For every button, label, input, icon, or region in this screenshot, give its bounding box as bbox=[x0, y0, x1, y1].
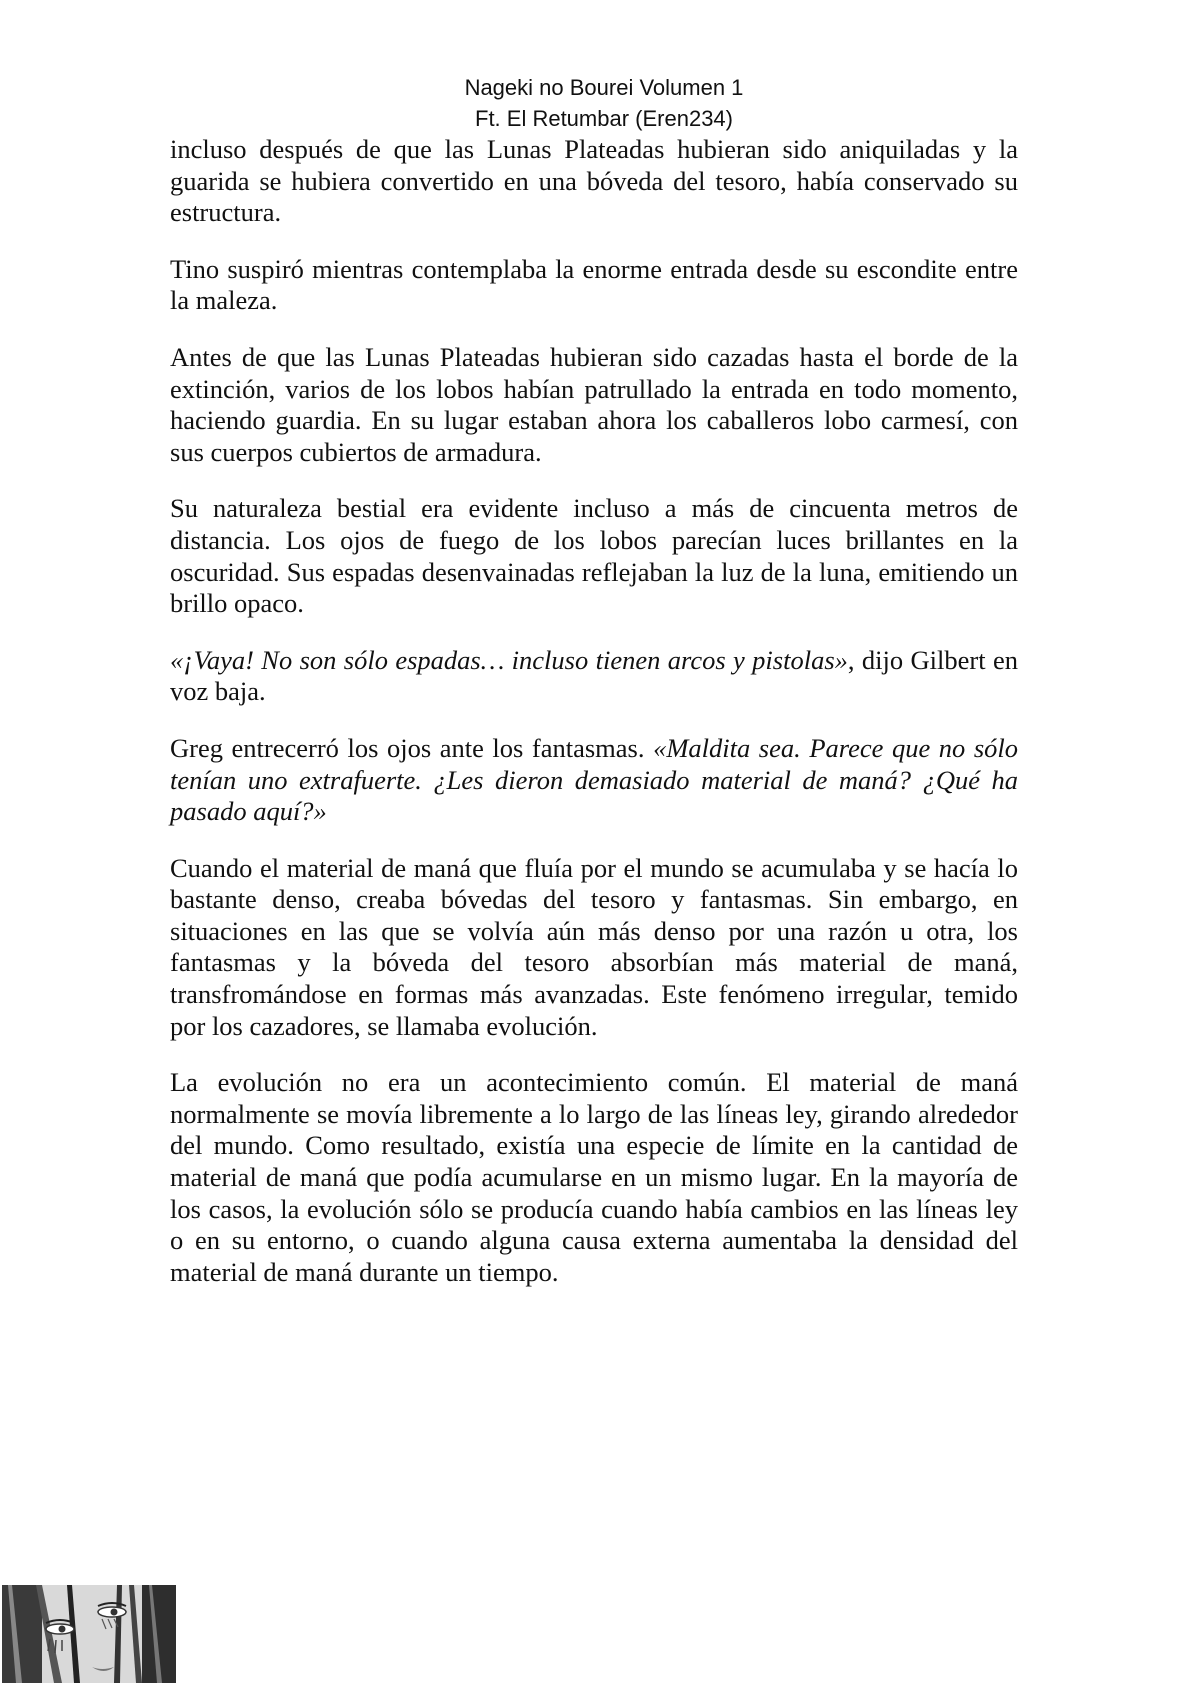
page-header bbox=[0, 72, 1190, 134]
paragraph: Su naturaleza bestial era evidente incluso a más de cincuenta metros de distancia. Los ojos de fuego de los lobos parecían luces brillantes en la oscuridad. Sus espadas desenvainadas reflejaban la luz de la luna, emitiendo un brillo opaco. bbox=[170, 493, 1018, 619]
dialogue-quote: «Maldita sea. Parece que no sólo tenían uno extrafuerte. ¿Les dieron demasiado material de maná? ¿Qué ha pasado aquí?» bbox=[170, 732, 1019, 827]
paragraph: incluso después de que las Lunas Plateadas hubieran sido aniquiladas y la guarida se hubiera convertido en una bóveda del tesoro, había conservado su estructura. bbox=[170, 134, 1018, 228]
dialogue-quote: «¡Vaya! No son sólo espadas… incluso tienen arcos y pistolas» bbox=[170, 644, 848, 675]
paragraph-dialogue: Greg entrecerró los ojos ante los fantasmas. «Maldita sea. Parece que no sólo tenían uno extrafuerte. ¿Les dieron demasiado material de maná? ¿Qué ha pasado aquí?» bbox=[170, 732, 1019, 827]
paragraph: Cuando el material de maná que fluía por el mundo se acumulaba y se hacía lo bastante denso, creaba bóvedas del tesoro y fantasmas. Sin embargo, en situaciones en las que se volvía aún más denso por una razón u otra, los fantasmas y la bóveda del tesoro absorbían más material de maná, transfromándose en formas más avanzadas. Este fenómeno irregular, temido por los cazadores, se llamaba evolución. bbox=[170, 852, 1018, 1041]
body-text bbox=[170, 134, 1018, 1313]
header-credit: Ft. El Retumbar (Eren234) bbox=[475, 106, 733, 131]
paragraph: Antes de que las Lunas Plateadas hubieran sido cazadas hasta el borde de la extinción, varios de los lobos habían patrullado la entrada en todo momento, haciendo guardia. En su lugar estaban ahora los caballeros lobo carmesí, con sus cuerpos cubiertos de armadura. bbox=[170, 341, 1018, 467]
portrait-illustration-icon bbox=[2, 1585, 176, 1683]
paragraph-dialogue: «¡Vaya! No son sólo espadas… incluso tienen arcos y pistolas», dijo Gilbert en voz baja. bbox=[170, 644, 1018, 707]
header-title: Nageki no Bourei Volumen 1 bbox=[464, 75, 744, 100]
paragraph: La evolución no era un acontecimiento común. El material de maná normalmente se movía libremente a lo largo de las líneas ley, girando alrededor del mundo. Como resultado, existía una especie de límite en la cantidad de material de maná que podía acumularse en un mismo lugar. En la mayoría de los casos, la evolución sólo se producía cuando había cambios en las líneas ley o en su entorno, o cuando alguna causa externa aumentaba la densidad del material de maná durante un tiempo. bbox=[170, 1067, 1018, 1287]
manga-portrait-image bbox=[2, 1585, 176, 1683]
paragraph: Tino suspiró mientras contemplaba la enorme entrada desde su escondite entre la maleza. bbox=[170, 253, 1018, 316]
